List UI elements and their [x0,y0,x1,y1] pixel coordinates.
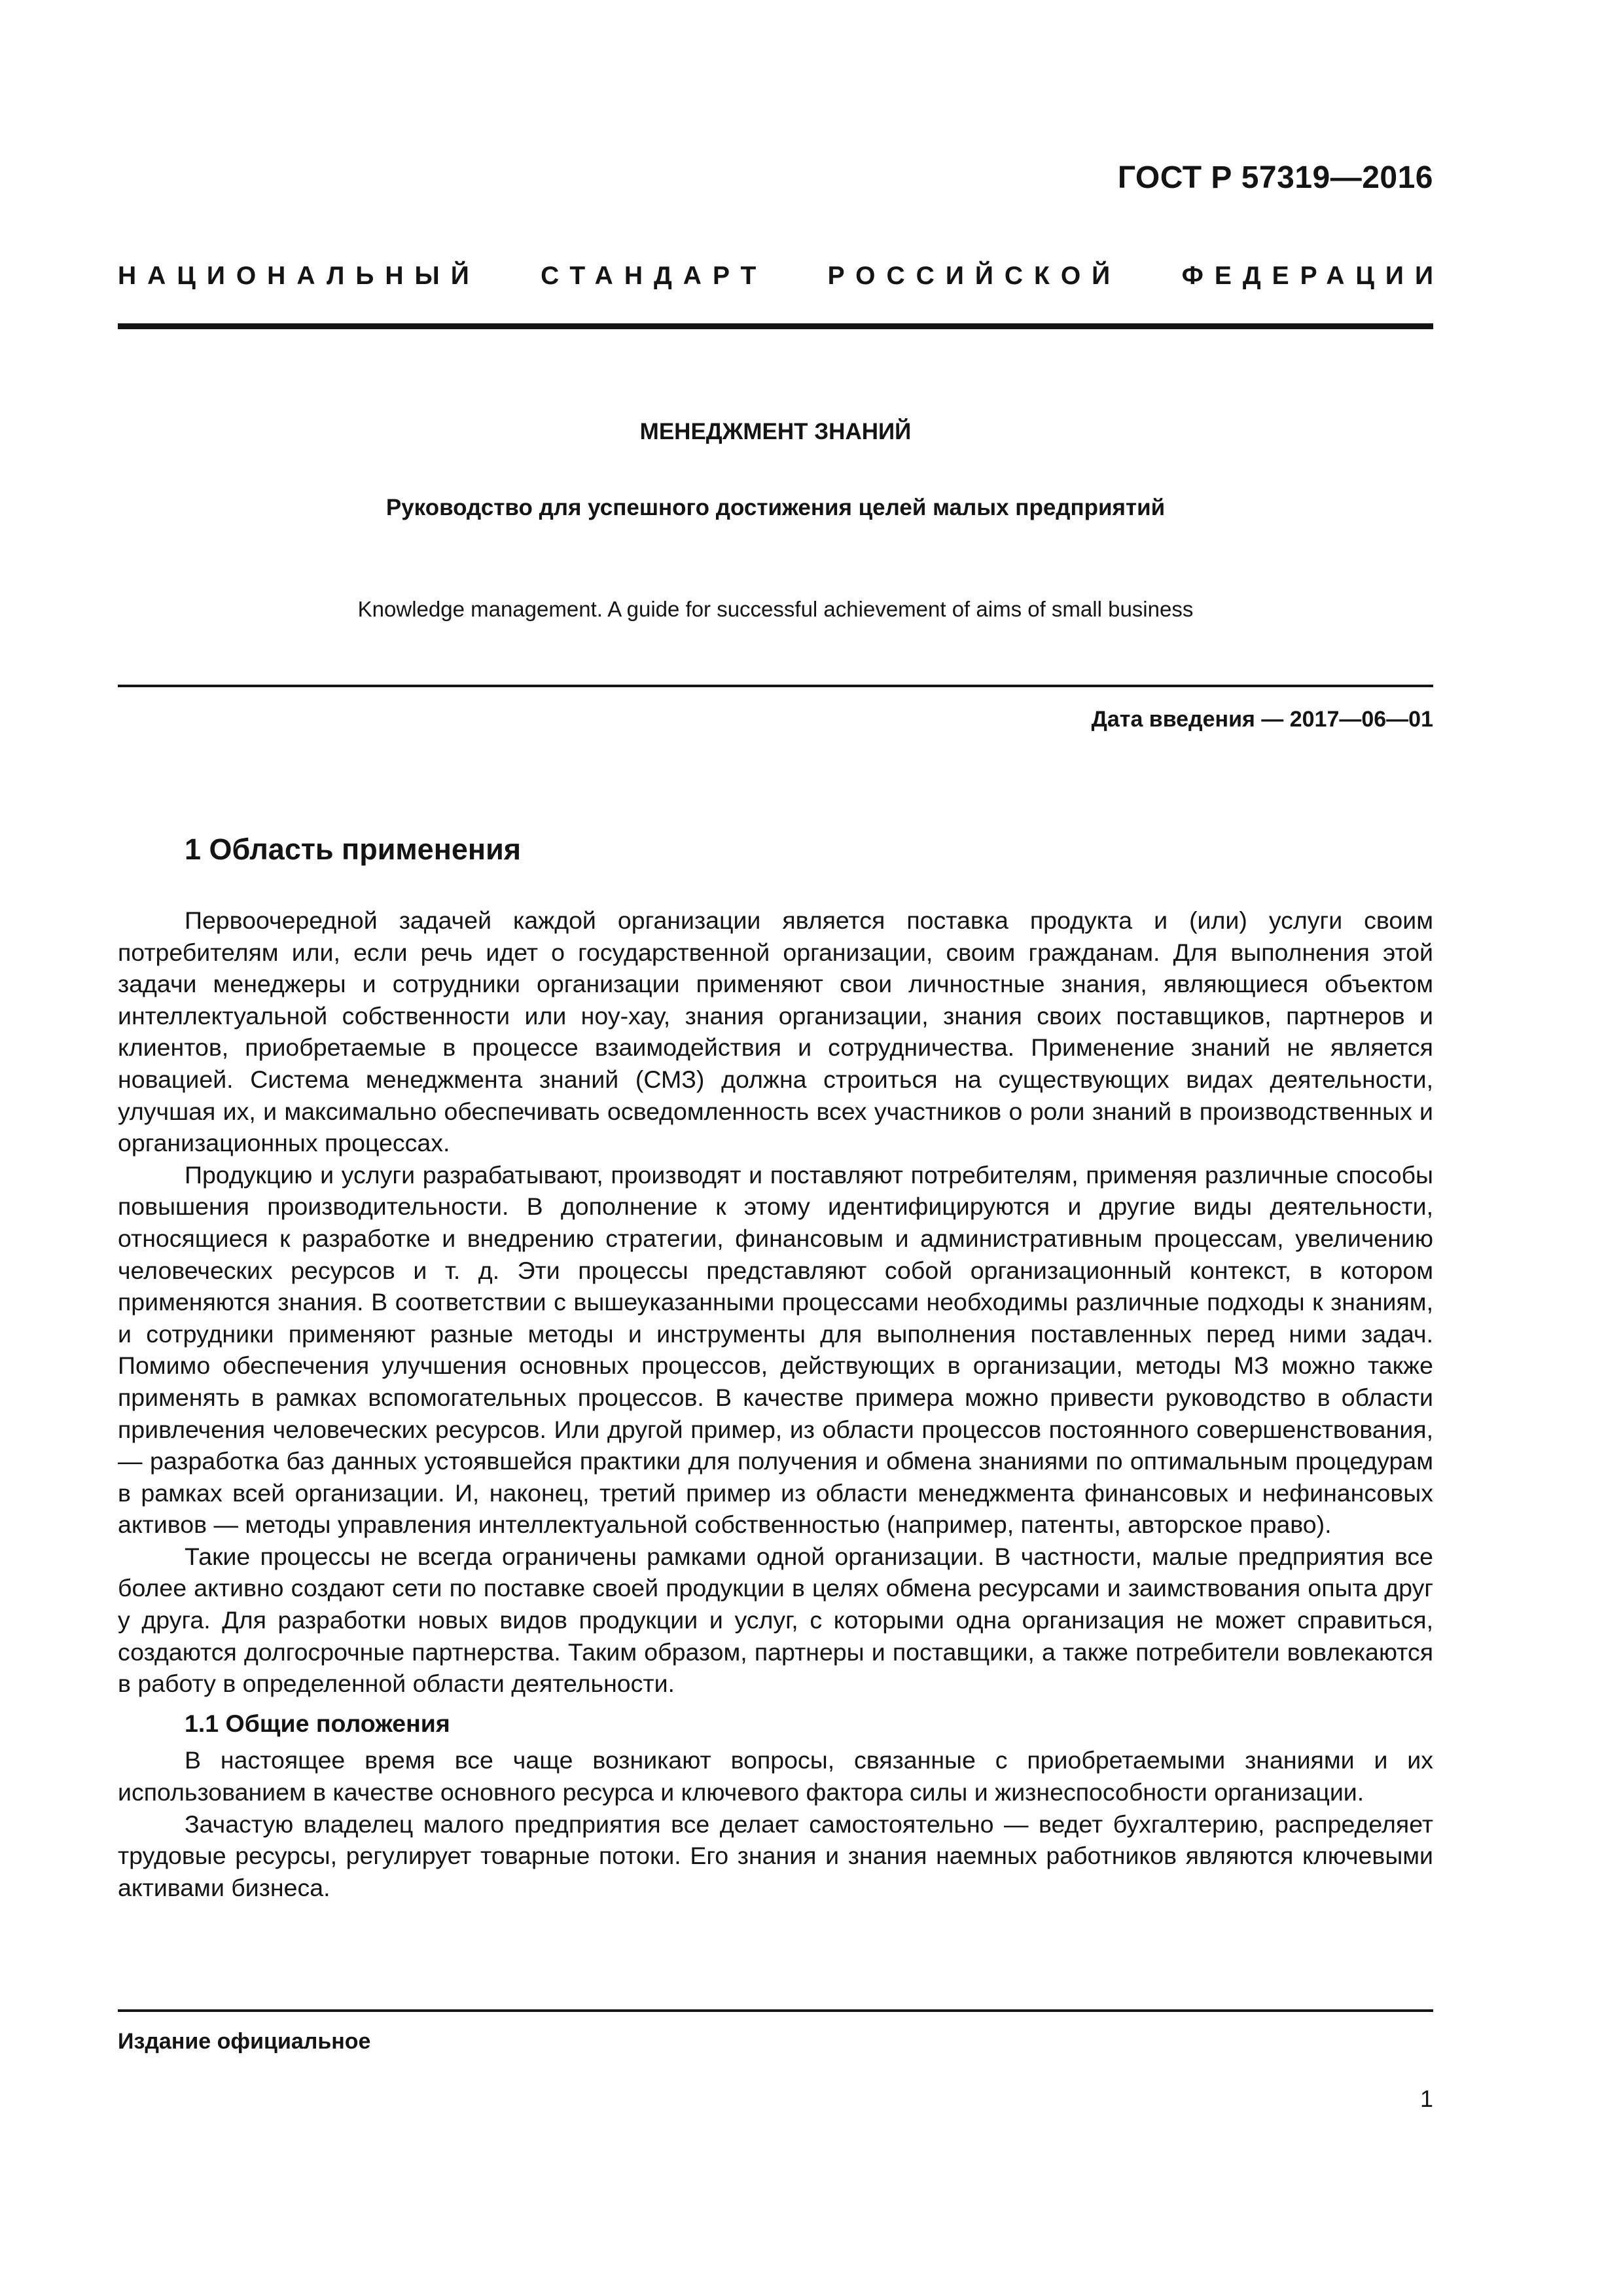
footer-divider [118,2009,1433,2012]
section-heading-scope: 1 Область применения [185,833,522,866]
subsection-heading-general: 1.1 Общие положения [185,1709,450,1737]
banner-word: РОССИЙСКОЙ [827,262,1122,290]
banner-word: НАЦИОНАЛЬНЫЙ [118,262,480,290]
title-divider [118,685,1433,687]
body-paragraph: В настоящее время все чаще возникают вопросы, связанные с приобретаемыми знаниями и их использованием в качестве основного ресурса и ключевого фактора силы и жизнеспособности организации. [118,1746,1433,1806]
body-paragraph: Зачастую владелец малого предприятия все делает самостоятельно — ведет бухгалтерию, распределяет трудовые ресурсы, регулирует товарные потоки. Его знания и знания наемных работников являются ключевыми активами бизнеса. [118,1810,1433,1901]
introduction-date: Дата введения — 2017—06—01 [1091,707,1433,732]
english-title: Knowledge management. A guide for successful achievement of aims of small business [357,597,1194,621]
body-paragraph: Первоочередной задачей каждой организации является поставка продукта и (или) услуги своим потребителям или, если речь идет о государственной организации, своим гражданам. Для выполнения этой задачи менеджеры и сотрудники организации применяют свои личностные знания, являющиеся объектом интеллектуальной собственности или ноу-хау, знания организации, знания своих поставщиков, партнеров и клиентов, приобретаемые в процессе взаимодействия и сотрудничества. Применение знаний не является новацией. Система менеджмента знаний (СМЗ) должна строиться на существующих видах деятельности, улучшая их, и максимально обеспечивать осведомленность всех участников о роли знаний в производственных и организационных процессах. [118,906,1433,1157]
document-body [118,905,1433,1903]
page-number: 1 [1419,2085,1433,2112]
banner-word: ФЕДЕРАЦИИ [1181,262,1444,290]
document-subtitle: Руководство для успешного достижения целей малых предприятий [385,495,1166,520]
document-title: МЕНЕДЖМЕНТ ЗНАНИЙ [639,419,912,444]
header-divider [118,323,1433,329]
official-edition-label: Издание официальное [118,2029,371,2054]
body-paragraph: Такие процессы не всегда ограничены рамками одной организации. В частности, малые предприятия все более активно создают сети по поставке своей продукции в целях обмена ресурсами и заимствования опыта друг у друга. Для разработки новых видов продукции и услуг, с которыми одна организация не может справиться, создаются долгосрочные партнерства. Таким образом, партнеры и поставщики, а также потребители вовлекаются в работу в определенной области деятельности. [118,1542,1433,1698]
national-standard-banner [118,262,1444,291]
body-paragraph: Продукцию и услуги разрабатывают, производят и поставляют потребителям, применяя различные способы повышения производительности. В дополнение к этому идентифицируются и другие виды деятельности, относящиеся к разработке и внедрению стратегии, финансовым и административным процессам, увеличению человеческих ресурсов и т. д. Эти процессы представляют собой организационный контекст, в котором применяются знания. В соответствии с вышеуказанными процессами необходимы различные подходы к знаниям, и сотрудники применяют разные методы и инструменты для выполнения поставленных перед ними задач. Помимо обеспечения улучшения основных процессов, действующих в организации, методы МЗ можно также применять в рамках вспомогательных процессов. В качестве примера можно привести руководство в области привлечения человеческих ресурсов. Или другой пример, из области процессов постоянного совершенствования, — разработка баз данных устоявшейся практики для получения и обмена знаниями по оптимальным процедурам в рамках всей организации. И, наконец, третий пример из области менеджмента финансовых и нефинансовых активов — методы управления интеллектуальной собственностью (например, патенты, авторское право). [118,1160,1433,1539]
banner-word: СТАНДАРТ [541,262,768,290]
standard-number: ГОСТ Р 57319—2016 [1117,160,1433,195]
